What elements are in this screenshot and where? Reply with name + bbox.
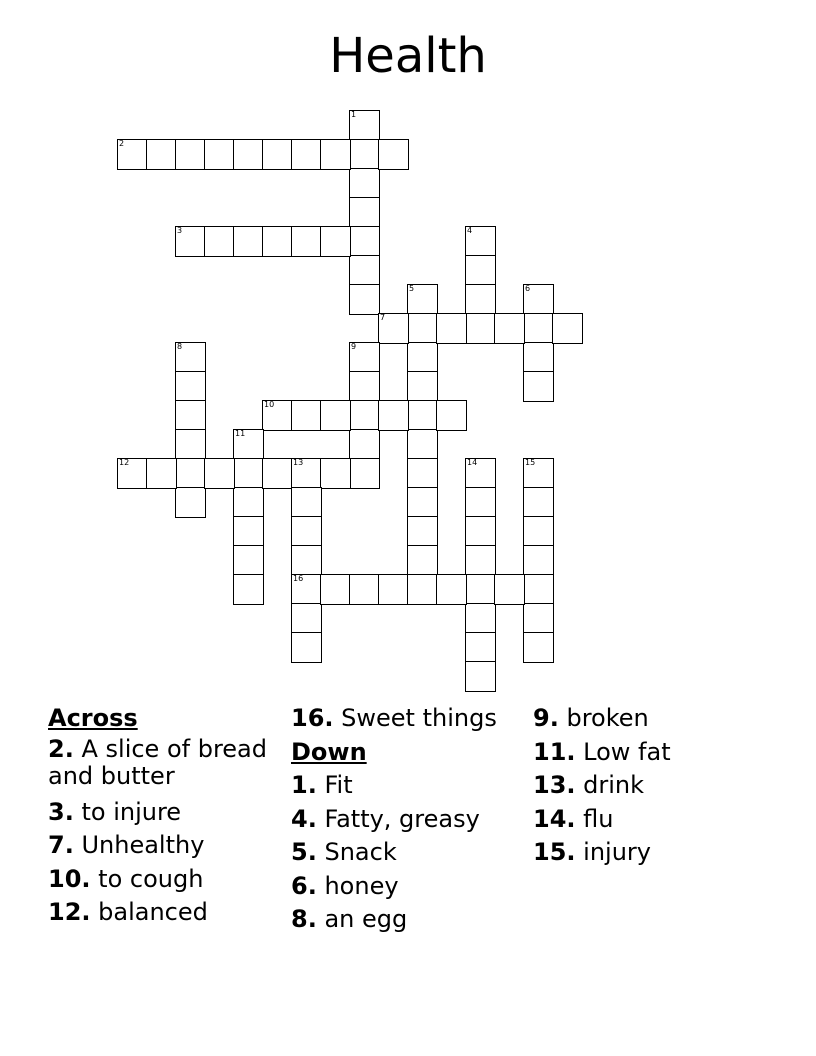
grid-cell[interactable] <box>494 313 525 344</box>
grid-cell[interactable] <box>291 603 322 634</box>
grid-cell[interactable] <box>523 632 554 663</box>
grid-cell[interactable] <box>233 545 264 576</box>
grid-cell[interactable] <box>204 139 235 170</box>
down-clue-9: 9. broken <box>533 704 649 732</box>
grid-cell[interactable] <box>291 516 322 547</box>
grid-cell[interactable] <box>233 458 264 489</box>
cell-number: 1 <box>351 110 357 119</box>
grid-cell[interactable] <box>233 226 264 257</box>
across-clue-3: 3. to injure <box>48 797 182 826</box>
cell-number: 5 <box>409 284 415 293</box>
grid-cell[interactable] <box>175 429 206 460</box>
grid-cell[interactable] <box>291 458 322 489</box>
grid-cell[interactable] <box>378 400 409 431</box>
grid-cell[interactable] <box>523 458 554 489</box>
across-clue-7: 7. Unhealthy <box>48 831 205 859</box>
grid-cell[interactable] <box>291 226 322 257</box>
grid-cell[interactable] <box>349 458 380 489</box>
grid-cell[interactable] <box>407 342 438 373</box>
grid-cell[interactable] <box>175 371 206 402</box>
grid-cell[interactable] <box>233 487 264 518</box>
grid-cell[interactable] <box>407 429 438 460</box>
down-clue-6: 6. honey <box>291 871 399 900</box>
cell-number: 15 <box>525 458 536 467</box>
grid-cell[interactable] <box>407 458 438 489</box>
down-clue-8: 8. an egg <box>291 905 408 933</box>
grid-cell[interactable] <box>523 603 554 634</box>
cell-number: 4 <box>467 226 473 235</box>
grid-cell[interactable] <box>349 429 380 460</box>
grid-cell[interactable] <box>349 371 380 402</box>
grid-cell[interactable] <box>291 487 322 518</box>
grid-cell[interactable] <box>233 516 264 547</box>
clues-column-1 <box>48 702 276 930</box>
grid-cell[interactable] <box>117 139 148 170</box>
cell-number: 8 <box>177 342 183 351</box>
grid-cell[interactable] <box>465 487 496 518</box>
down-clue-5: 5. Snack <box>291 838 397 866</box>
grid-cell[interactable] <box>349 197 380 228</box>
grid-cell[interactable] <box>320 139 351 170</box>
cell-number: 6 <box>525 284 531 293</box>
grid-cell[interactable] <box>378 139 409 170</box>
grid-cell[interactable] <box>291 545 322 576</box>
grid-cell[interactable] <box>523 574 554 605</box>
down-clue-13: 13. drink <box>533 771 645 799</box>
grid-cell[interactable] <box>436 574 467 605</box>
grid-cell[interactable] <box>233 139 264 170</box>
grid-cell[interactable] <box>349 574 380 605</box>
cell-number: 10 <box>264 400 275 409</box>
grid-cell[interactable] <box>175 342 206 373</box>
grid-cell[interactable] <box>262 400 293 431</box>
grid-cell[interactable] <box>523 487 554 518</box>
grid-cell[interactable] <box>407 371 438 402</box>
grid-cell[interactable] <box>175 139 206 170</box>
grid-cell[interactable] <box>465 632 496 663</box>
grid-cell[interactable] <box>523 516 554 547</box>
grid-cell[interactable] <box>349 110 380 141</box>
down-clue-11: 11. Low fat <box>533 737 671 766</box>
grid-cell[interactable] <box>262 458 293 489</box>
grid-cell[interactable] <box>465 516 496 547</box>
cell-number: 2 <box>119 139 125 148</box>
puzzle-title: Health <box>329 28 487 84</box>
grid-cell[interactable] <box>465 574 496 605</box>
grid-cell[interactable] <box>117 458 148 489</box>
grid-cell[interactable] <box>436 400 467 431</box>
grid-cell[interactable] <box>465 313 496 344</box>
grid-cell[interactable] <box>146 458 177 489</box>
grid-cell[interactable] <box>349 255 380 286</box>
down-clue-1: 1. Fit <box>291 771 353 799</box>
grid-cell[interactable] <box>407 284 438 315</box>
grid-cell[interactable] <box>262 226 293 257</box>
grid-cell[interactable] <box>407 313 438 344</box>
grid-cell[interactable] <box>349 168 380 199</box>
cell-number: 9 <box>351 342 357 351</box>
grid-cell[interactable] <box>262 139 293 170</box>
grid-cell[interactable] <box>523 371 554 402</box>
cell-number: 12 <box>119 458 130 467</box>
grid-cell[interactable] <box>320 458 351 489</box>
grid-cell[interactable] <box>552 313 583 344</box>
grid-cell[interactable] <box>349 284 380 315</box>
grid-cell[interactable] <box>465 458 496 489</box>
grid-cell[interactable] <box>465 284 496 315</box>
down-clue-4: 4. Fatty, greasy <box>291 804 480 833</box>
grid-cell[interactable] <box>175 400 206 431</box>
across-clue-12: 12. balanced <box>48 898 208 926</box>
grid-cell[interactable] <box>523 284 554 315</box>
cell-number: 11 <box>235 429 246 438</box>
grid-cell[interactable] <box>465 661 496 692</box>
grid-cell[interactable] <box>494 574 525 605</box>
grid-cell[interactable] <box>407 516 438 547</box>
grid-cell[interactable] <box>146 139 177 170</box>
down-clue-15: 15. injury <box>533 838 651 866</box>
grid-cell[interactable] <box>465 226 496 257</box>
grid-cell[interactable] <box>465 603 496 634</box>
grid-cell[interactable] <box>378 574 409 605</box>
grid-cell[interactable] <box>349 139 380 170</box>
grid-cell[interactable] <box>523 545 554 576</box>
grid-cell[interactable] <box>320 574 351 605</box>
down-clue-14: 14. flu <box>533 804 614 833</box>
grid-cell[interactable] <box>320 400 351 431</box>
cell-number: 3 <box>177 226 183 235</box>
grid-cell[interactable] <box>233 429 264 460</box>
grid-cell[interactable] <box>407 487 438 518</box>
grid-cell[interactable] <box>204 458 235 489</box>
grid-cell[interactable] <box>291 632 322 663</box>
across-clue-16: 16. Sweet things <box>291 704 497 732</box>
cell-number: 14 <box>467 458 478 467</box>
down-heading: Down <box>291 737 367 766</box>
grid-cell[interactable] <box>291 139 322 170</box>
grid-cell[interactable] <box>436 313 467 344</box>
cell-number: 16 <box>293 574 304 583</box>
grid-cell[interactable] <box>407 574 438 605</box>
grid-cell[interactable] <box>465 255 496 286</box>
grid-cell[interactable] <box>465 545 496 576</box>
grid-cell[interactable] <box>320 226 351 257</box>
grid-cell[interactable] <box>175 458 206 489</box>
cell-number: 7 <box>380 313 386 322</box>
grid-cell[interactable] <box>407 400 438 431</box>
grid-cell[interactable] <box>378 313 409 344</box>
grid-cell[interactable] <box>349 400 380 431</box>
grid-cell[interactable] <box>349 226 380 257</box>
grid-cell[interactable] <box>349 342 380 373</box>
grid-cell[interactable] <box>175 487 206 518</box>
grid-cell[interactable] <box>233 574 264 605</box>
across-clue-2: 2. A slice of bread and butter <box>48 734 267 790</box>
clues-column-2 <box>291 702 531 937</box>
clues-column-3 <box>533 702 773 870</box>
across-heading: Across <box>48 704 138 732</box>
across-clue-10: 10. to cough <box>48 864 204 893</box>
grid-cell[interactable] <box>175 226 206 257</box>
cell-number: 13 <box>293 458 304 467</box>
grid-cell[interactable] <box>291 400 322 431</box>
grid-cell[interactable] <box>523 313 554 344</box>
grid-cell[interactable] <box>523 342 554 373</box>
grid-cell[interactable] <box>204 226 235 257</box>
grid-cell[interactable] <box>291 574 322 605</box>
grid-cell[interactable] <box>407 545 438 576</box>
